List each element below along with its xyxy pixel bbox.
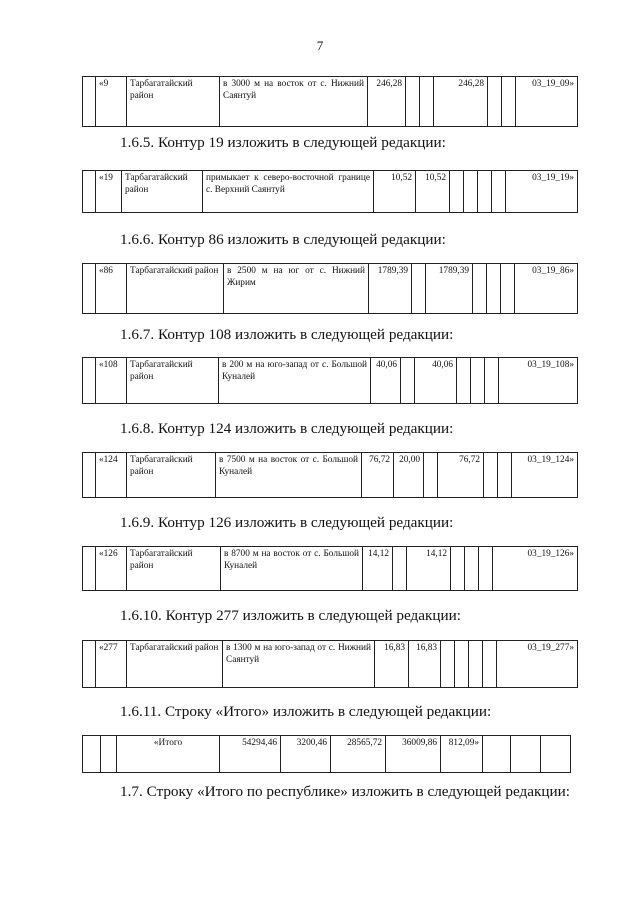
- district-cell: Тарбагатайский район: [127, 77, 220, 127]
- heading-contour-86: 1.6.6. Контур 86 изложить в следующей редакции:: [120, 231, 446, 248]
- heading-contour-108: 1.6.7. Контур 108 изложить в следующей редакции:: [120, 326, 454, 343]
- contour-code: 03_19_09»: [516, 77, 578, 127]
- district-cell: Тарбагатайский район: [127, 264, 224, 314]
- row-number: «86: [96, 264, 127, 314]
- itogo-table: [82, 735, 571, 773]
- itogo-value-1: 3200,46: [281, 736, 331, 773]
- district-cell: Тарбагатайский район: [127, 358, 219, 404]
- area-value: 1789,39: [426, 264, 473, 314]
- area-total: 246,28: [368, 77, 406, 127]
- itogo-value-4: 812,09»: [441, 736, 483, 773]
- row-number: «19: [96, 171, 122, 213]
- contour-126-table: [82, 546, 578, 591]
- page-number: 7: [316, 38, 324, 53]
- heading-contour-277: 1.6.10. Контур 277 изложить в следующей редакции:: [120, 607, 461, 624]
- table-row: [83, 77, 578, 127]
- table-row: [83, 736, 571, 773]
- table-row: [83, 641, 578, 688]
- district-cell: Тарбагатайский район: [122, 171, 203, 213]
- contour-19-table: [82, 170, 578, 213]
- contour-108-table: [82, 357, 578, 404]
- row-number: «108: [96, 358, 127, 404]
- contour-86-table: [82, 263, 578, 314]
- itogo-value-2: 28565,72: [331, 736, 386, 773]
- contour-277-table: [82, 640, 578, 688]
- contour-code: 03_19_277»: [497, 641, 578, 688]
- area-value: 40,06: [415, 358, 457, 404]
- row-number: «9: [96, 77, 127, 127]
- area-value: 16,83: [409, 641, 441, 688]
- itogo-label: «Итого: [117, 736, 220, 773]
- table-row: [83, 547, 578, 591]
- area-total: 1789,39: [369, 264, 412, 314]
- area-total: 40,06: [371, 358, 401, 404]
- area-value: 246,28: [434, 77, 488, 127]
- area-total: 14,12: [363, 547, 393, 591]
- heading-itogo-republic: 1.7. Строку «Итого по республике» изложить в следующей редакции:: [120, 783, 570, 800]
- area-value: 20,00: [394, 453, 424, 498]
- location-cell: в 1300 м на юго-запад от с. Нижний Саянтуй: [223, 641, 375, 688]
- area-value-2: 76,72: [438, 453, 484, 498]
- contour-code: 03_19_108»: [499, 358, 578, 404]
- area-total: 16,83: [375, 641, 409, 688]
- contour-124-table: [82, 452, 578, 498]
- table-row: [83, 453, 578, 498]
- district-cell: Тарбагатайский район: [127, 641, 223, 688]
- area-value: 10,52: [416, 171, 450, 213]
- table-row: [83, 358, 578, 404]
- location-cell: в 200 м на юго-запад от с. Большой Куналей: [219, 358, 371, 404]
- heading-contour-124: 1.6.8. Контур 124 изложить в следующей редакции:: [120, 420, 454, 437]
- heading-itogo: 1.6.11. Строку «Итого» изложить в следующей редакции:: [120, 703, 492, 720]
- row-number: «124: [96, 453, 127, 498]
- table-row: [83, 171, 578, 213]
- contour-code: 03_19_126»: [493, 547, 578, 591]
- location-cell: в 7500 м на восток от с. Большой Куналей: [216, 453, 362, 498]
- contour-9-table: [82, 76, 578, 127]
- row-number: «277: [96, 641, 127, 688]
- contour-code: 03_19_124»: [512, 453, 578, 498]
- district-cell: Тарбагатайский район: [127, 547, 221, 591]
- itogo-value-3: 36009,86: [386, 736, 441, 773]
- area-value: 14,12: [407, 547, 451, 591]
- table-row: [83, 264, 578, 314]
- contour-code: 03_19_19»: [506, 171, 578, 213]
- heading-contour-19: 1.6.5. Контур 19 изложить в следующей редакции:: [120, 134, 446, 151]
- area-total: 10,52: [374, 171, 416, 213]
- location-cell: в 2500 м на юг от с. Нижний Жирим: [224, 264, 369, 314]
- location-cell: в 3000 м на восток от с. Нижний Саянтуй: [220, 77, 368, 127]
- location-cell: примыкает к северо-восточной границе с. Верхний Саянтуй: [203, 171, 374, 213]
- heading-contour-126: 1.6.9. Контур 126 изложить в следующей редакции:: [120, 514, 454, 531]
- location-cell: в 8700 м на восток от с. Большой Куналей: [221, 547, 363, 591]
- row-number: «126: [96, 547, 127, 591]
- area-total: 76,72: [362, 453, 394, 498]
- itogo-total: 54294,46: [220, 736, 281, 773]
- district-cell: Тарбагатайский район: [127, 453, 216, 498]
- contour-code: 03_19_86»: [515, 264, 578, 314]
